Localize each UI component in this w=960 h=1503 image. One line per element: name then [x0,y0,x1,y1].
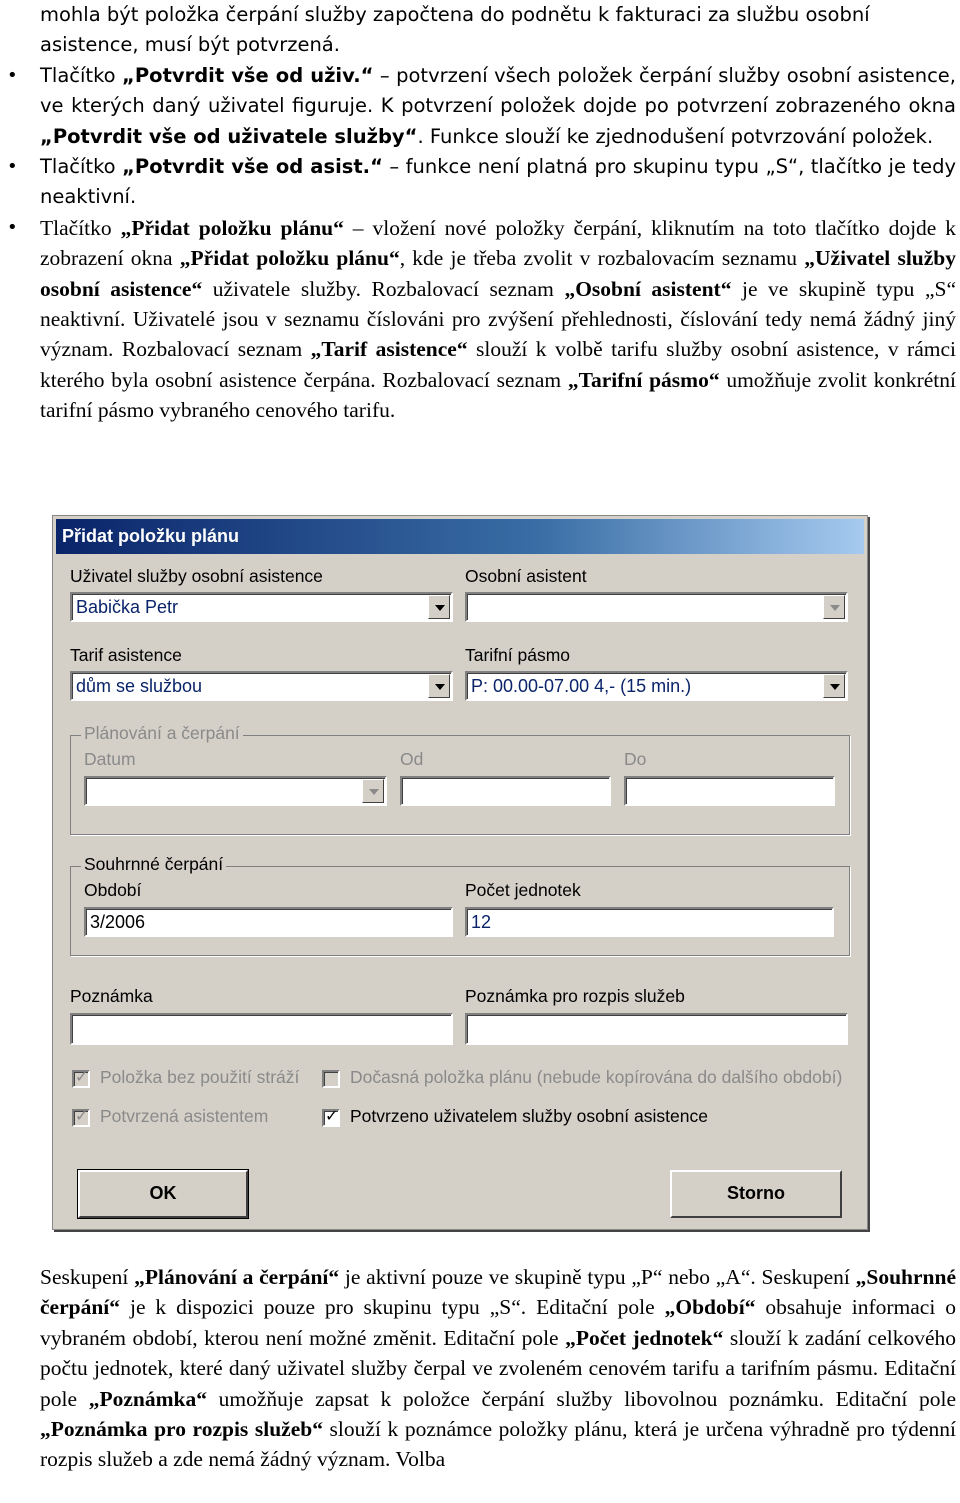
term-summary: „ Souhrnné čerpání “ [40,1265,956,1319]
period-value: 3/2006 [90,912,146,932]
checkbox-confirmed-assistant[interactable] [72,1109,90,1127]
term-units: „ Počet jednotek “ [565,1326,723,1350]
document-body [40,0,956,426]
text: je k dispozici pouze pro skupinu typu [120,1295,490,1320]
note-label: Poznámka [70,986,153,1006]
assistant-combo[interactable] [465,592,848,622]
text: slouží k volbě tarifu služby osobní asistence, v rámci kterého byla osobní asistence čerpána. Rozbalovací seznam [40,337,956,392]
intro-paragraph [40,0,956,61]
text: Tlačítko [40,215,121,240]
planning-group-title: Plánování a čerpání [81,723,243,744]
group-type-s: „ S “ [490,1295,521,1319]
text: nebo [662,1265,716,1289]
checkbox-confirmed-user-label: Potvrzeno uživatelem služby osobní asistence [350,1106,708,1126]
cancel-button[interactable]: Storno [670,1170,842,1218]
term-confirm-all-assist: „ Potvrdit vše od asist. “ [122,155,383,178]
zone-label: Tarifní pásmo [465,645,571,665]
from-label: Od [400,749,424,769]
text: . Funkce slouží ke zjednodušení potvrzování položek. [417,124,934,148]
to-label: Do [624,749,647,769]
text: neaktivní. Uživatelé jsou v seznamu číslováni pro zvýšení přehlednosti, číslování tedy nemá žádný jiný význam. Rozbalovací seznam [40,307,956,362]
term-planning: „ Plánování a čerpání “ [134,1265,339,1289]
schedule-note-label: Poznámka pro rozpis služeb [465,986,685,1006]
chevron-down-icon[interactable] [362,779,384,803]
units-field[interactable] [465,907,834,937]
term-user: „ Uživatel služby osobní asistence “ [40,246,956,300]
text: , tlačítko je tedy neaktivní. [40,155,956,209]
text: Seskupení [40,1265,135,1289]
user-combo[interactable] [70,592,453,622]
text: , kde je třeba zvolit v rozbalovacím seznamu [399,246,805,271]
text: umožňuje zvolit konkrétní tarifní pásmo vybraného cenového tarifu. [40,367,956,423]
intro-line-1: mohla být položka čerpání služby započtena do podnětu k fakturaci za službu osobní [40,3,870,26]
text: je ve skupině typu [731,276,925,301]
user-value: Babička Petr [76,597,179,617]
text: uživatele služby. Rozbalovací seznam [202,276,565,301]
chevron-down-icon[interactable] [428,595,450,619]
zone-combo[interactable] [465,671,848,701]
checkbox-confirmed-user[interactable] [322,1109,340,1127]
units-value: 12 [471,912,492,932]
summary-group-title: Souhrnné čerpání [81,854,226,875]
checkbox-confirmed-assistant-label: Potvrzená asistentem [100,1106,269,1126]
checkbox-no-guard-label: Položka bez použití stráží [100,1067,300,1087]
text: slouží k zadání celkového počtu jednotek, které daný uživatel služby čerpal ve zvoleném cenovém tarifu a tarifním pásmu. Editační pole [40,1325,957,1411]
term-tariff: „ Tarif asistence “ [311,337,468,361]
after-paragraph [40,1262,956,1475]
date-combo[interactable] [84,776,387,806]
date-label: Datum [84,749,136,769]
schedule-note-field[interactable] [465,1013,848,1045]
term-confirm-all-user: „ Potvrdit vše od uživ. “ [122,64,373,87]
assistant-label: Osobní asistent [465,566,587,586]
checkbox-temporary[interactable] [322,1070,340,1088]
intro-line-2: asistence, musí být potvrzená. [40,33,340,57]
text: slouží k poznámce položky plánu, která je určena výhradně pro týdenní rozpis služeb a zde nemá žádný význam. Volba [40,1417,957,1472]
to-field[interactable] [624,776,835,806]
dialog-title: Přidat položku plánu [56,519,864,554]
group-type-a: „ A “ [716,1265,751,1289]
document-body-after [40,1262,956,1475]
ok-button[interactable]: OK [78,1170,248,1218]
term-period: „ Období “ [665,1295,756,1319]
text: umožňuje zapsat k položce čerpání služby libovolnou poznámku. Editační pole [206,1386,956,1411]
units-label: Počet jednotek [465,880,581,900]
text: – potvrzení všech položek čerpání služby osobní asistence, ve kterých daný uživatel figuruje. K potvrzení položek dojde po potvrzení zobrazeného okna [40,63,956,118]
user-label: Uživatel služby osobní asistence [70,566,323,586]
bullet-confirm-all-assist [40,152,956,213]
note-field[interactable] [70,1013,453,1045]
period-label: Období [84,880,142,900]
text: Tlačítko [40,63,123,87]
text: – funkce není platná pro skupinu typu [382,155,766,179]
text: . Seskupení [750,1265,856,1289]
from-field[interactable] [400,776,611,806]
term-add-plan-item-window: „ Přidat položku plánu “ [180,246,400,270]
bullet-add-plan-item [40,213,956,426]
bullet-confirm-all-user [40,61,956,152]
text: – vložení nové položky čerpání, kliknutím na toto tlačítko dojde k zobrazení okna [40,215,956,271]
zone-value: P: 00.00-07.00 4,- (15 min.) [471,676,692,696]
checkbox-temporary-label: Dočasná položka plánu (nebude kopírována do dalšího období) [350,1067,843,1087]
tariff-value: dům se službou [76,676,203,696]
text: Tlačítko [40,155,123,179]
term-note: „ Poznámka “ [89,1387,207,1411]
text: je aktivní pouze ve skupině typu [339,1265,632,1289]
checkbox-no-guard[interactable] [72,1070,90,1088]
group-type-s: „ S “ [765,155,798,178]
group-type-p: „ P “ [631,1265,662,1289]
chevron-down-icon[interactable] [428,674,450,698]
tariff-combo[interactable] [70,671,453,701]
term-zone: „ Tarifní pásmo “ [568,368,720,392]
text: . Editační pole [520,1295,665,1320]
add-plan-item-dialog [52,515,868,1230]
tariff-label: Tarif asistence [70,645,182,665]
group-type-s: „ S “ [925,277,956,301]
period-field[interactable] [84,907,453,937]
text: obsahuje informaci o vybraném období, kterou není možné změnit. Editační pole [40,1295,956,1350]
chevron-down-icon[interactable] [823,595,845,619]
chevron-down-icon[interactable] [823,674,845,698]
term-confirm-all-from-user: „ Potvrdit vše od uživatele služby “ [40,125,417,148]
term-add-plan-item: „ Přidat položku plánu “ [121,216,344,240]
term-schedule-note: „ Poznámka pro rozpis služeb “ [40,1417,323,1441]
term-assistant: „ Osobní asistent “ [564,277,731,301]
